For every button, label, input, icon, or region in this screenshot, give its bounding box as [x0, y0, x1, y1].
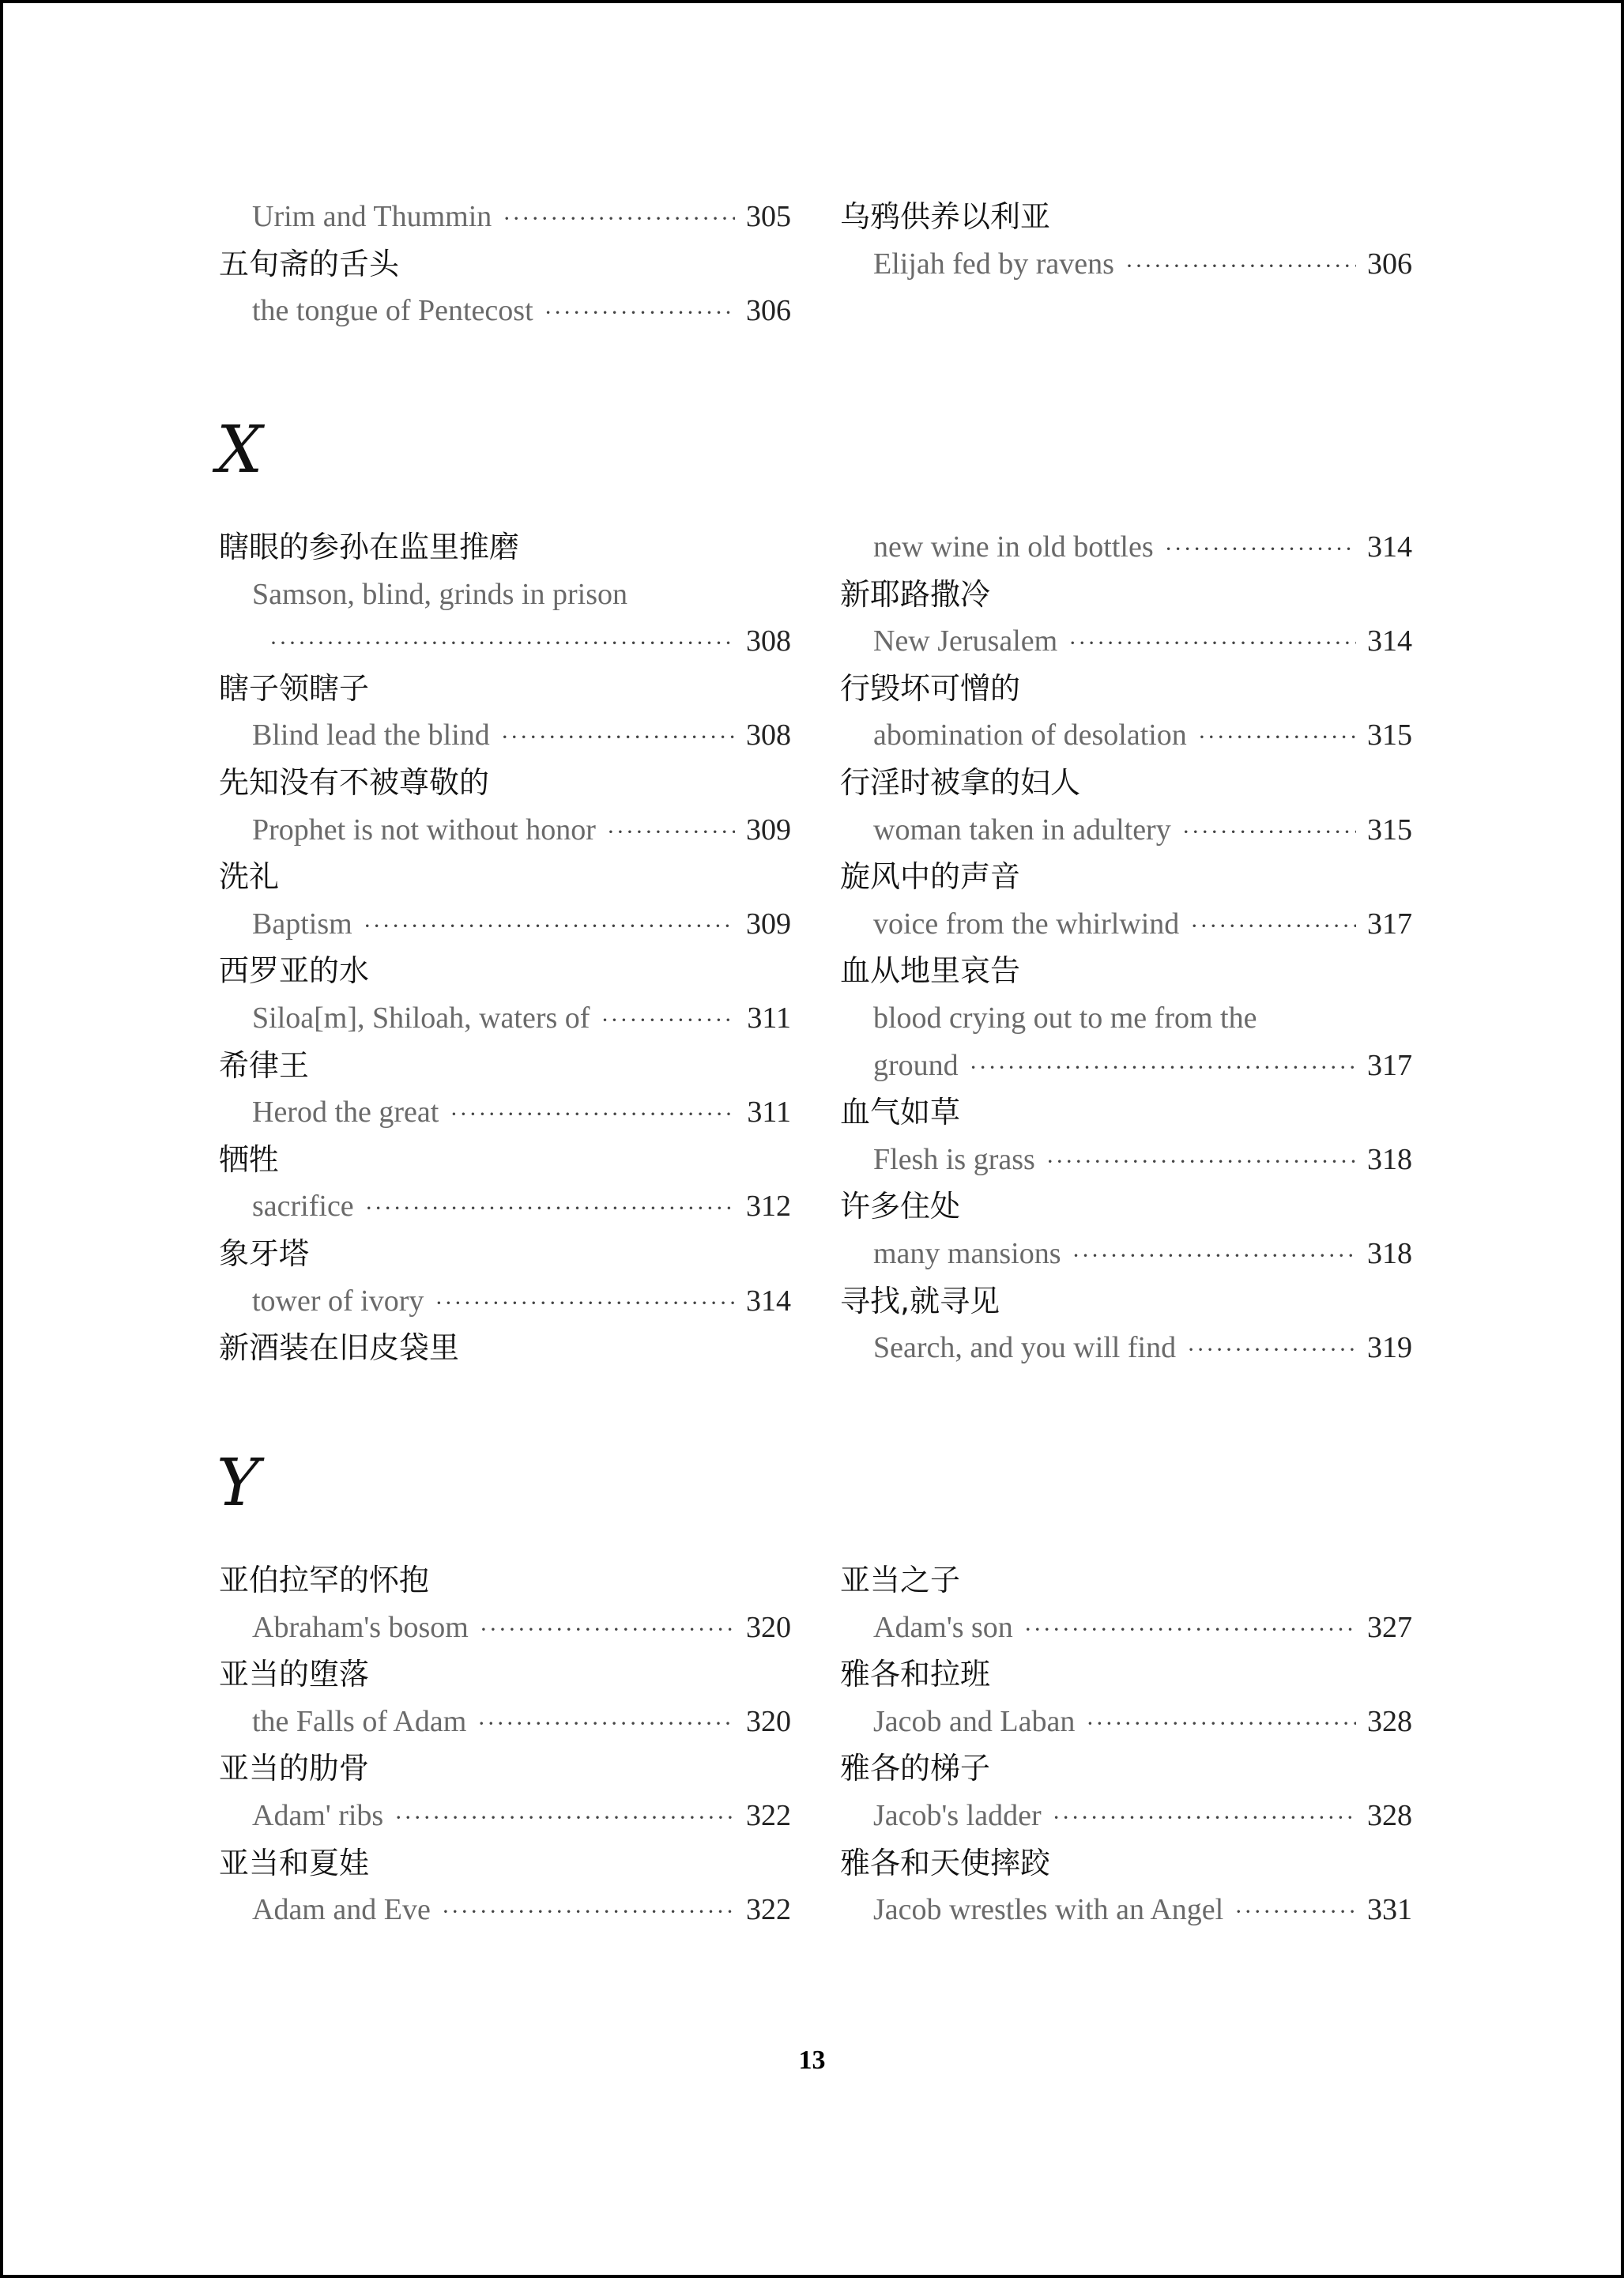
- entry-english-text: Jacob's ladder: [873, 1799, 1042, 1832]
- entry-page-number: 328: [1367, 1704, 1412, 1738]
- entry-heading: 行淫时被拿的妇人: [840, 765, 1081, 800]
- entry-english-text: tower of ivory: [252, 1284, 424, 1318]
- entry-page-number: 308: [746, 718, 791, 752]
- entry-heading: 许多住处: [840, 1189, 961, 1224]
- entry-english-text: Samson, blind, grinds in prison: [252, 577, 628, 611]
- entry-english-line: [840, 1042, 1412, 1089]
- entry-english-line: [840, 806, 1412, 854]
- entry-english-line: [840, 900, 1412, 948]
- entry-english-line: [219, 193, 791, 240]
- page-number: 13: [798, 2046, 826, 2075]
- dot-leader: [1053, 1794, 1356, 1842]
- dot-leader: [601, 997, 736, 1044]
- entry-english-text: woman taken in adultery: [873, 813, 1171, 847]
- entry-page-number: 318: [1367, 1142, 1412, 1176]
- entry-english-text: the Falls of Adam: [252, 1704, 467, 1738]
- entry-english-text: Search, and you will find: [873, 1331, 1177, 1365]
- dot-leader: [607, 809, 735, 856]
- entry-english-text: Adam' ribs: [252, 1799, 384, 1832]
- dot-leader: [1068, 620, 1356, 667]
- entry-page-number: 328: [1367, 1799, 1412, 1832]
- entry-english-text: Elijah fed by ravens: [873, 247, 1114, 281]
- dot-leader: [1046, 1138, 1356, 1186]
- entry-page-number: 327: [1367, 1610, 1412, 1644]
- entry-heading: 行毁坏可憎的: [840, 670, 1021, 706]
- entry-english-line: [219, 1182, 791, 1230]
- entry-english-line: [840, 1698, 1412, 1745]
- entry-english-line: [840, 994, 1412, 1042]
- entry-page-number: 318: [1367, 1237, 1412, 1270]
- dot-leader: [450, 1091, 736, 1138]
- entry-heading: 牺牲: [219, 1141, 280, 1177]
- entry-heading: 瞎眼的参孙在监里推磨: [219, 530, 520, 564]
- entry-heading: 五旬斋的舌头: [219, 246, 400, 281]
- entry-english-text: new wine in old bottles: [873, 530, 1154, 564]
- entry-english-line: [840, 1230, 1412, 1277]
- dot-leader: [1190, 903, 1356, 950]
- entry-english-line: [219, 287, 791, 334]
- entry-english-text: blood crying out to me from the: [873, 1001, 1257, 1035]
- dot-leader: [1182, 809, 1356, 856]
- entry-page-number: 314: [746, 1284, 791, 1318]
- entry-page-number: 309: [746, 813, 791, 847]
- entry-english-line: [219, 571, 791, 618]
- section-letter: X: [217, 413, 263, 488]
- entry-english-text: Adam and Eve: [252, 1893, 431, 1927]
- entry-english-line: [219, 1277, 791, 1325]
- entry-english-text: Urim and Thummin: [252, 200, 492, 233]
- entry-english-line: [840, 1886, 1412, 1933]
- entry-heading: 雅各的梯子: [840, 1751, 991, 1786]
- entry-page-number: 322: [746, 1893, 791, 1927]
- entry-english-line: [840, 523, 1412, 571]
- dot-leader: [364, 903, 735, 950]
- entry-english-line: [219, 1088, 791, 1136]
- entry-english-line: [219, 711, 791, 759]
- entry-heading: 亚当的肋骨: [219, 1751, 370, 1786]
- entry-english-text: Abraham's bosom: [252, 1610, 469, 1644]
- entry-english-line: [840, 617, 1412, 665]
- entry-heading: 洗礼: [219, 859, 280, 895]
- entry-heading: 新耶路撒冷: [840, 576, 991, 612]
- entry-page-number: 322: [746, 1799, 791, 1832]
- entry-english-text: ground: [873, 1048, 959, 1082]
- entry-heading: 先知没有不被尊敬的: [219, 765, 490, 800]
- entry-english-line: [219, 994, 791, 1042]
- entry-english-text: the tongue of Pentecost: [252, 294, 533, 328]
- entry-heading: 雅各和拉班: [840, 1657, 991, 1692]
- dot-leader: [1024, 1606, 1356, 1654]
- dot-leader: [1198, 714, 1356, 761]
- entry-page-number: 309: [746, 907, 791, 941]
- section-letter: Y: [217, 1446, 260, 1521]
- dot-leader: [394, 1794, 735, 1842]
- entry-english-text: Herod the great: [252, 1096, 439, 1130]
- entry-english-text: New Jerusalem: [873, 624, 1058, 658]
- entry-english-line: [219, 1698, 791, 1745]
- entry-heading: 象牙塔: [219, 1236, 310, 1271]
- entry-heading: 旋风中的声音: [840, 859, 1021, 895]
- dot-leader: [435, 1280, 735, 1327]
- entry-page-number: 314: [1367, 624, 1412, 658]
- entry-heading: 亚当和夏娃: [219, 1845, 370, 1880]
- entry-english-text: Jacob wrestles with an Angel: [873, 1893, 1224, 1927]
- entry-heading: 血气如草: [840, 1095, 961, 1130]
- dot-leader: [1234, 1888, 1356, 1936]
- entry-page-number: 319: [1367, 1331, 1412, 1365]
- entry-page-number: 311: [747, 1096, 791, 1130]
- entry-english-line: [219, 1886, 791, 1933]
- dot-leader: [480, 1606, 735, 1654]
- entry-english-text: Adam's son: [873, 1610, 1013, 1644]
- entry-heading: 西罗亚的水: [219, 953, 370, 989]
- dot-leader: [503, 195, 735, 243]
- dot-leader: [1187, 1326, 1356, 1374]
- entry-page-number: 331: [1367, 1893, 1412, 1927]
- entry-english-text: Prophet is not without honor: [252, 813, 596, 847]
- entry-page-number: 315: [1367, 718, 1412, 752]
- entry-page-number: 315: [1367, 813, 1412, 847]
- dot-leader: [1086, 1700, 1356, 1748]
- entry-english-text: Blind lead the blind: [252, 718, 490, 752]
- entry-english-text: Jacob and Laban: [873, 1704, 1076, 1738]
- entry-page-number: 317: [1367, 907, 1412, 941]
- entry-heading: 乌鸦供养以利亚: [840, 199, 1051, 234]
- entry-page-number: 312: [746, 1190, 791, 1224]
- dot-leader: [1072, 1232, 1356, 1280]
- entry-heading: 亚当的堕落: [219, 1657, 370, 1692]
- entry-english-line: [219, 900, 791, 948]
- dot-leader: [477, 1700, 735, 1748]
- entry-english-line: [219, 1604, 791, 1651]
- entry-english-text: many mansions: [873, 1237, 1061, 1270]
- entry-english-line: [840, 1604, 1412, 1651]
- dot-leader: [365, 1185, 735, 1232]
- entry-english-line: [840, 1136, 1412, 1183]
- entry-page-number: 308: [746, 624, 791, 658]
- entry-english-text: sacrifice: [252, 1190, 354, 1224]
- entry-page-number: 306: [746, 294, 791, 328]
- entry-heading: 新酒装在旧皮袋里: [219, 1330, 460, 1366]
- entry-english-text: Siloa[m], Shiloah, waters of: [252, 1001, 590, 1035]
- dot-leader: [269, 620, 735, 667]
- dot-leader: [1165, 526, 1356, 573]
- entry-page-number: 317: [1367, 1048, 1412, 1082]
- entry-heading: 寻找,就寻见: [840, 1283, 1000, 1318]
- entry-page-number: 314: [1367, 530, 1412, 564]
- entry-heading: 亚当之子: [840, 1563, 961, 1597]
- entry-page-number: 305: [746, 200, 791, 233]
- entry-english-text: Flesh is grass: [873, 1142, 1035, 1176]
- entry-english-line: [219, 617, 791, 665]
- entry-english-line: [840, 1324, 1412, 1371]
- entry-english-line: [219, 1792, 791, 1839]
- entry-heading: 瞎子领瞎子: [219, 670, 370, 706]
- entry-english-line: [840, 1792, 1412, 1839]
- entry-page-number: 320: [746, 1610, 791, 1644]
- entry-english-line: [840, 240, 1412, 288]
- entry-heading: 雅各和天使摔跤: [840, 1845, 1051, 1880]
- entry-heading: 希律王: [219, 1047, 310, 1083]
- entry-english-line: [219, 806, 791, 854]
- entry-page-number: 311: [747, 1001, 791, 1035]
- entry-english-text: abomination of desolation: [873, 718, 1187, 752]
- entry-heading: 亚伯拉罕的怀抱: [219, 1563, 430, 1597]
- dot-leader: [442, 1888, 735, 1936]
- dot-leader: [970, 1044, 1356, 1092]
- entry-english-text: voice from the whirlwind: [873, 907, 1180, 941]
- entry-english-line: [840, 711, 1412, 759]
- entry-heading: 血从地里哀告: [840, 953, 1021, 989]
- dot-leader: [501, 714, 735, 761]
- entry-page-number: 320: [746, 1704, 791, 1738]
- entry-english-text: Baptism: [252, 907, 352, 941]
- dot-leader: [1125, 243, 1356, 290]
- dot-leader: [544, 289, 735, 337]
- entry-page-number: 306: [1367, 247, 1412, 281]
